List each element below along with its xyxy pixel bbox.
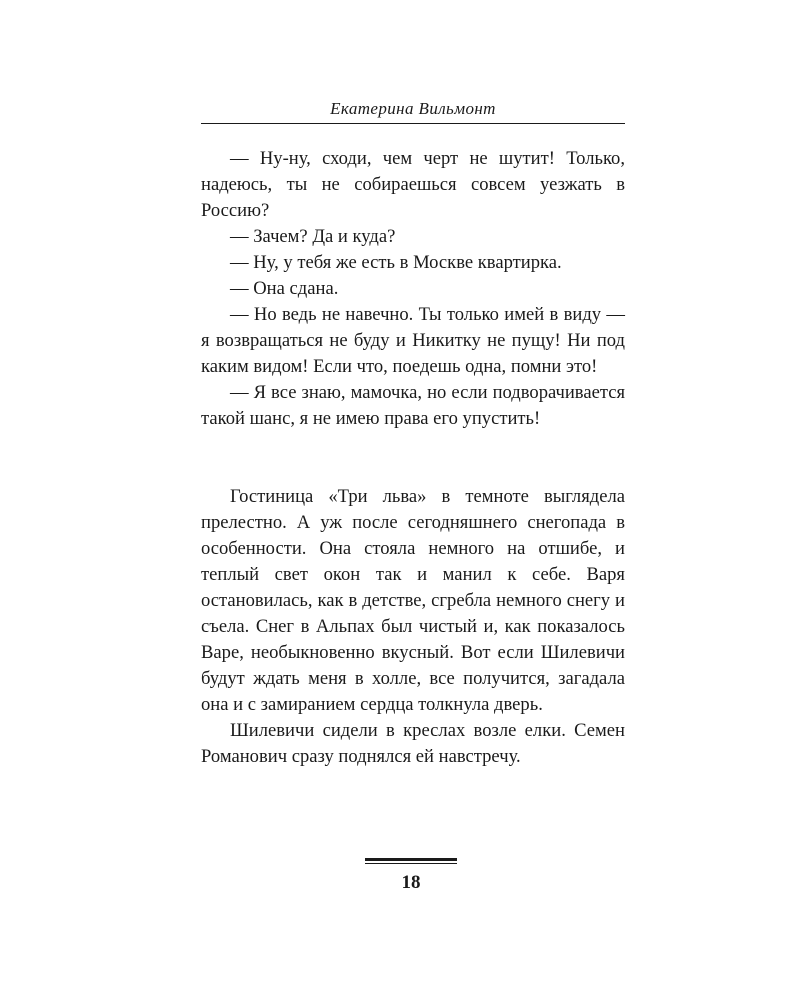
- footer-rule-thin: [365, 863, 457, 864]
- body-text: [201, 146, 625, 770]
- paragraph: — Ну, у тебя же есть в Москве квартирка.: [230, 252, 562, 273]
- paragraph: Шилевичи сидели в креслах возле елки. Семен Романович сразу поднялся ей навстречу.: [201, 720, 625, 767]
- paragraph: — Она сдана.: [230, 278, 339, 299]
- paragraph: — Я все знаю, мамочка, но если подворачивается такой шанс, я не имею права его упустить!: [201, 382, 625, 429]
- header-rule: [201, 123, 625, 124]
- book-page: [201, 96, 625, 770]
- page-number: 18: [401, 872, 421, 893]
- running-head-author: Екатерина Вильмонт: [330, 99, 496, 118]
- paragraph: — Но ведь не навечно. Ты только имей в виду — я возвращаться не буду и Никитку не пущу! Ни под каким видом! Если что, поедешь одна, помни это!: [201, 304, 625, 377]
- paragraph: — Зачем? Да и куда?: [230, 226, 396, 247]
- paragraph: — Ну-ну, сходи, чем черт не шутит! Только, надеюсь, ты не собираешься совсем уезжать в Россию?: [201, 148, 625, 221]
- footer-rule-thick: [365, 858, 457, 861]
- page-footer: [365, 858, 457, 894]
- section-break: [201, 432, 625, 484]
- paragraph: Гостиница «Три льва» в темноте выглядела прелестно. А уж после сегодняшнего снегопада в особенности. Она стояла немного на отшибе, и теплый свет окон так и манил к себе. Варя остановилась, как в детстве, сгребла немного снегу и съела. Снег в Альпах был чистый и, как показалось Варе, необыкновенно вкусный. Вот если Шилевичи будут ждать меня в холле, все получится, загадала она и с замиранием сердца толкнула дверь.: [201, 486, 625, 715]
